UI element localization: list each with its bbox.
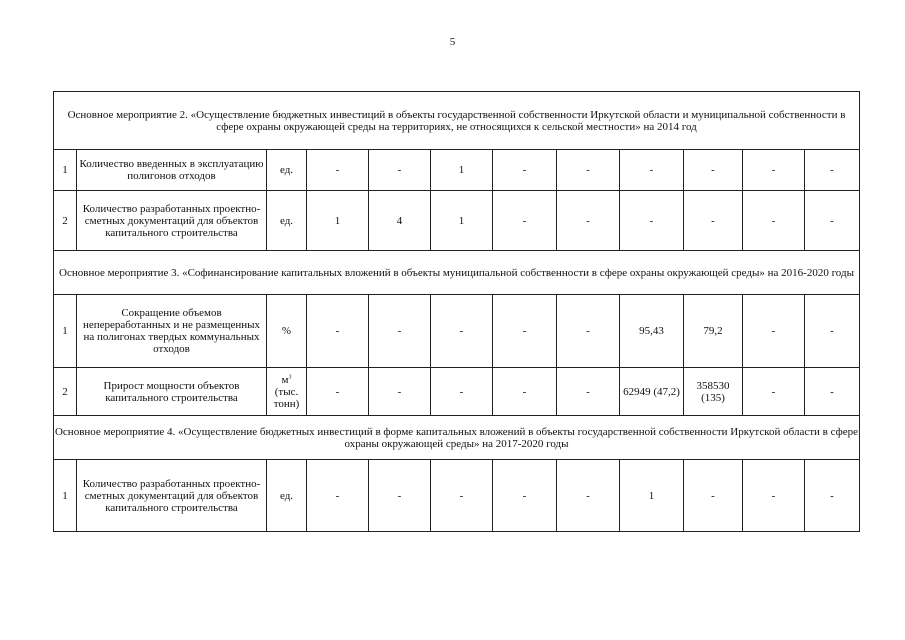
indicator-name: Количество разработанных проектно-сметных документаций для объектов капитального строительства <box>77 460 267 532</box>
value-cell: - <box>493 368 557 416</box>
table-row <box>54 460 860 532</box>
value-cell: - <box>369 150 431 191</box>
table-row <box>54 150 860 191</box>
value-cell: - <box>684 150 743 191</box>
value-cell: - <box>557 150 620 191</box>
page-number: 5 <box>449 36 456 48</box>
value-cell: - <box>684 191 743 251</box>
value-cell: - <box>431 368 493 416</box>
value-cell: - <box>557 460 620 532</box>
value-cell: - <box>743 191 805 251</box>
section-header-row <box>54 251 860 295</box>
value-cell: 1 <box>307 191 369 251</box>
value-cell: - <box>431 295 493 368</box>
section-title: Основное мероприятие 2. «Осуществление бюджетных инвестиций в объекты государственной собственности Иркутской области и муниципальной собственности в сфере охраны окружающей среды на территориях, не относящихся к сельской местности» на 2014 год <box>54 92 860 150</box>
value-cell: 79,2 <box>684 295 743 368</box>
unit-base: м <box>281 373 289 386</box>
value-cell: - <box>805 460 860 532</box>
value-cell: - <box>369 368 431 416</box>
value-cell: - <box>493 460 557 532</box>
indicators-table <box>53 91 860 532</box>
unit-rest: (тыс. тонн) <box>273 385 300 410</box>
unit-cell <box>267 368 307 416</box>
section-title: Основное мероприятие 4. «Осуществление бюджетных инвестиций в форме капитальных вложений в объекты государственной собственности Иркутской области в сфере охраны окружающей среды» на 2017-2020 годы <box>54 416 860 460</box>
table-row <box>54 295 860 368</box>
value-cell: - <box>557 191 620 251</box>
value-cell: - <box>805 150 860 191</box>
indicator-name: Прирост мощности объектов капитального строительства <box>77 368 267 416</box>
row-number: 1 <box>54 460 77 532</box>
indicator-name: Количество разработанных проектно-сметных документаций для объектов капитального строительства <box>77 191 267 251</box>
unit-cell: ед. <box>267 460 307 532</box>
value-cell: - <box>805 368 860 416</box>
table-row <box>54 368 860 416</box>
unit-cell: ед. <box>267 191 307 251</box>
value-cell: - <box>557 368 620 416</box>
section-title: Основное мероприятие 3. «Софинансирование капитальных вложений в объекты муниципальной собственности в сфере охраны окружающей среды» на 2016-2020 годы <box>54 251 860 295</box>
value-cell: - <box>307 460 369 532</box>
value-cell: - <box>307 150 369 191</box>
value-cell: - <box>743 150 805 191</box>
value-cell: - <box>743 460 805 532</box>
unit-cell: ед. <box>267 150 307 191</box>
value-cell: - <box>684 460 743 532</box>
value-cell: - <box>307 368 369 416</box>
value-cell: - <box>805 295 860 368</box>
value-cell: - <box>620 150 684 191</box>
value-cell: - <box>493 191 557 251</box>
indicator-name: Количество введенных в эксплуатацию полигонов отходов <box>77 150 267 191</box>
table-row <box>54 191 860 251</box>
value-cell: 1 <box>620 460 684 532</box>
value-cell: - <box>307 295 369 368</box>
section-header-row <box>54 92 860 150</box>
value-cell: - <box>743 295 805 368</box>
value-cell: - <box>557 295 620 368</box>
value-cell: - <box>493 150 557 191</box>
row-number: 2 <box>54 368 77 416</box>
row-number: 1 <box>54 150 77 191</box>
value-cell: - <box>493 295 557 368</box>
value-cell: - <box>431 460 493 532</box>
row-number: 1 <box>54 295 77 368</box>
unit-cell: % <box>267 295 307 368</box>
row-number: 2 <box>54 191 77 251</box>
value-cell: 95,43 <box>620 295 684 368</box>
value-cell: - <box>369 295 431 368</box>
value-cell: - <box>369 460 431 532</box>
value-cell: 4 <box>369 191 431 251</box>
section-header-row <box>54 416 860 460</box>
unit-superscript: 3 <box>288 373 292 380</box>
value-cell: 358530 (135) <box>684 368 743 416</box>
indicator-name: Сокращение объемов непереработанных и не размещенных на полигонах твердых коммунальных отходов <box>77 295 267 368</box>
value-cell: - <box>620 191 684 251</box>
value-cell: - <box>805 191 860 251</box>
value-cell: 1 <box>431 191 493 251</box>
value-cell: - <box>743 368 805 416</box>
value-cell: 62949 (47,2) <box>620 368 684 416</box>
value-cell: 1 <box>431 150 493 191</box>
